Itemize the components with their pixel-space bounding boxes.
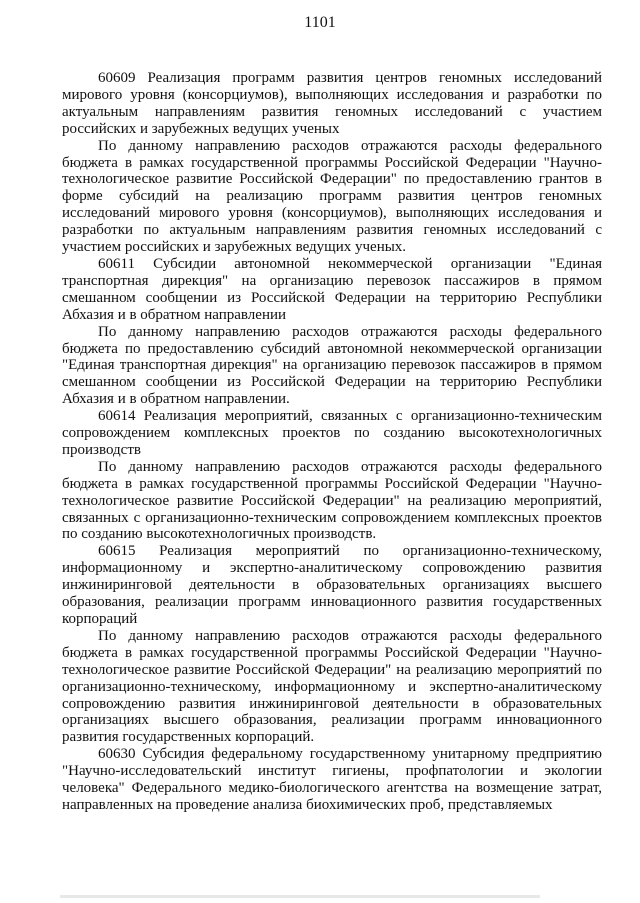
paragraph-60615-description: По данному направлению расходов отражаются расходы федерального бюджета в рамках государственной программы Российской Федерации "Научно-технологическое развитие Российской Федерации" на реализацию мероприятий по организационно-техническому, информационному и экспертно-аналитическому сопровождению развития инжиниринговой деятельности в образовательных организациях высшего образования, реализации программ инновационного развития государственных корпораций. <box>62 627 602 746</box>
document-body <box>62 70 602 814</box>
paragraph-60630-heading: 60630 Субсидия федеральному государственному унитарному предприятию "Научно-исследовательский институт гигиены, профпатологии и экологии человека" Федерального медико-биологического агентства на возмещение затрат, направленных на проведение анализа биохимических проб, представляемых <box>62 746 602 813</box>
paragraph-60609-description: По данному направлению расходов отражаются расходы федерального бюджета в рамках государственной программы Российской Федерации "Научно-технологическое развитие Российской Федерации" по предоставлению грантов в форме субсидий на реализацию программ развития центров геномных исследований мирового уровня (консорциумов), выполняющих исследования и разработки по актуальным направлениям развития геномных исследований с участием российских и зарубежных ведущих ученых. <box>62 137 602 256</box>
paragraph-60614-heading: 60614 Реализация мероприятий, связанных с организационно-техническим сопровождением комплексных проектов по созданию высокотехнологичных производств <box>62 408 602 458</box>
paragraph-60609-heading: 60609 Реализация программ развития центров геномных исследований мирового уровня (консорциумов), выполняющих исследования и разработки по актуальным направлениям развития геномных исследований с участием российских и зарубежных ведущих ученых <box>62 70 602 137</box>
paragraph-60615-heading: 60615 Реализация мероприятий по организационно-техническому, информационному и экспертно-аналитическому сопровождению развития инжиниринговой деятельности в образовательных организациях высшего образования, реализации программ инновационного развития государственных корпораций <box>62 543 602 627</box>
paragraph-60611-heading: 60611 Субсидии автономной некоммерческой организации "Единая транспортная дирекция" на организацию перевозок пассажиров в прямом смешанном сообщении из Российской Федерации на территорию Республики Абхазия и в обратном направлении <box>62 255 602 323</box>
paragraph-60614-description: По данному направлению расходов отражаются расходы федерального бюджета в рамках государственной программы Российской Федерации "Научно-технологическое развитие Российской Федерации" на реализацию мероприятий, связанных с организационно-техническим сопровождением комплексных проектов по созданию высокотехнологичных производств. <box>62 458 602 543</box>
page-bottom-edge <box>60 895 540 898</box>
paragraph-60611-description: По данному направлению расходов отражаются расходы федерального бюджета по предоставлению субсидий автономной некоммерческой организации "Единая транспортная дирекция" на организацию перевозок пассажиров в прямом смешанном сообщении из Российской Федерации на территорию Республики Абхазия и в обратном направлении. <box>62 323 602 408</box>
page-number: 1101 <box>304 14 336 31</box>
